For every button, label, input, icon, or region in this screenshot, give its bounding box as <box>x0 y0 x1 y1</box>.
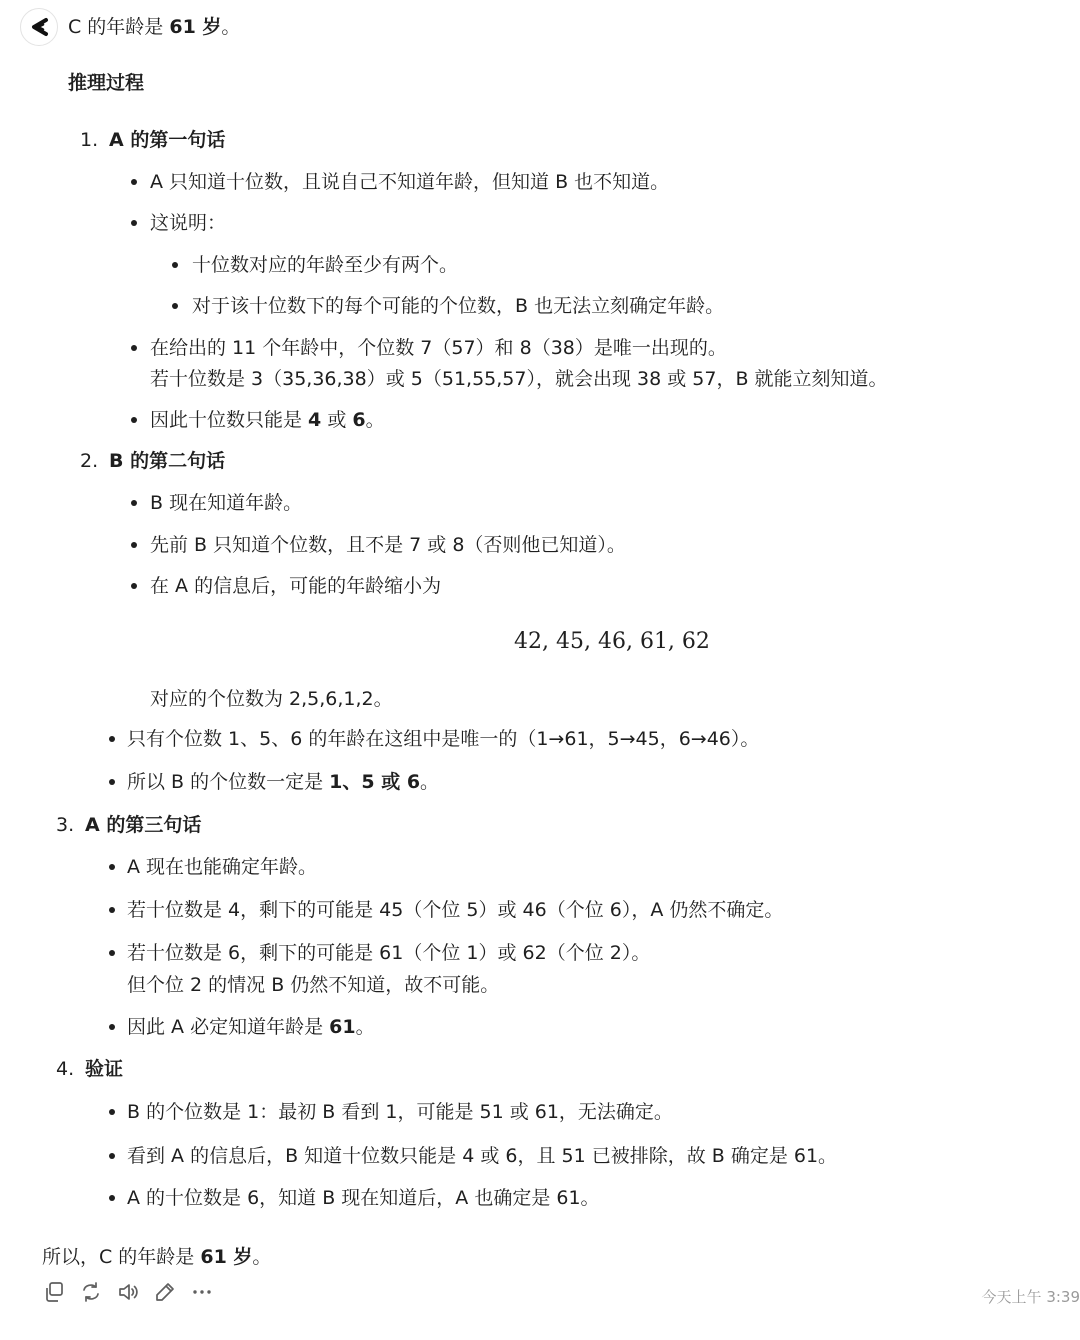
step2-title: B 的第二句话 <box>109 450 226 472</box>
step4-title: 验证 <box>85 1058 124 1080</box>
bullet <box>109 864 115 870</box>
answer-summary-text: C 的年龄是 <box>68 16 170 38</box>
step1-sub-bullet2: 对于该十位数下的每个可能的个位数，B 也无法立刻确定年龄。 <box>192 295 725 317</box>
step1-bullet3-line2: 若十位数是 3（35,36,38）或 5（51,55,57），就会出现 38 或 57，B 就能立刻知道。 <box>150 368 888 390</box>
step1-bullet3-line1: 在给出的 11 个年龄中，个位数 7（57）和 8（38）是唯一出现的。 <box>150 337 727 359</box>
step4-number: 4. <box>56 1058 75 1080</box>
step4-bullet3: A 的十位数是 6，知道 B 现在知道后，A 也确定是 61。 <box>127 1187 600 1209</box>
read-aloud-icon[interactable] <box>116 1280 140 1304</box>
edit-icon[interactable] <box>153 1280 177 1304</box>
bullet <box>109 1153 115 1159</box>
math-expression: 42, 45, 46, 61, 62 <box>514 629 710 654</box>
step2-math-note: 对应的个位数为 2,5,6,1,2。 <box>150 688 393 710</box>
step1-bullet2: 这说明： <box>150 212 227 234</box>
bullet <box>109 779 115 785</box>
bullet <box>172 262 178 268</box>
step2-number: 2. <box>80 450 99 472</box>
step4-bullet2: 看到 A 的信息后，B 知道十位数只能是 4 或 6，且 51 已被排除，故 B 确定是 61。 <box>127 1145 838 1167</box>
bullet <box>131 583 137 589</box>
step3-bullet2: 若十位数是 4，剩下的可能是 45（个位 5）或 46（个位 6），A 仍然不确定。 <box>127 899 784 921</box>
bullet <box>109 736 115 742</box>
section-title: 推理过程 <box>68 72 145 94</box>
bullet <box>131 500 137 506</box>
bullet <box>109 1024 115 1030</box>
bullet <box>109 1195 115 1201</box>
step1-bullet4-bold1: 4 <box>308 409 322 431</box>
step3-title: A 的第三句话 <box>85 814 202 836</box>
bullet <box>131 220 137 226</box>
step2-bullet2: 先前 B 只知道个位数，且不是 7 或 8（否则他已知道）。 <box>150 534 626 556</box>
step2-bullet3: 在 A 的信息后，可能的年龄缩小为 <box>150 575 442 597</box>
step1-sub-bullet1: 十位数对应的年龄至少有两个。 <box>192 254 459 276</box>
step4-bullet1: B 的个位数是 1：最初 B 看到 1，可能是 51 或 61，无法确定。 <box>127 1101 673 1123</box>
step1-number: 1. <box>80 129 99 151</box>
bullet <box>131 179 137 185</box>
step1-bullet4-mid: 或 <box>321 409 353 431</box>
more-icon[interactable] <box>190 1280 214 1304</box>
conclusion-text: 所以，C 的年龄是 <box>42 1246 201 1268</box>
step2-bullet4: 只有个位数 1、5、6 的年龄在这组中是唯一的（1→61，5→45，6→46）。 <box>127 728 760 750</box>
assistant-avatar <box>20 8 58 46</box>
step1-bullet1: A 只知道十位数，且说自己不知道年龄，但知道 B 也不知道。 <box>150 171 670 193</box>
conclusion <box>42 1244 271 1270</box>
step2-bullet5-end: 。 <box>420 771 440 793</box>
step1-bullet4-end: 。 <box>365 409 385 431</box>
step2-bullet5 <box>127 769 439 795</box>
step3-bullet4-text: 因此 A 必定知道年龄是 <box>127 1016 330 1038</box>
step1-bullet4-bold2: 6 <box>352 409 366 431</box>
bullet <box>109 907 115 913</box>
step3-bullet3-line1: 若十位数是 6，剩下的可能是 61（个位 1）或 62（个位 2）。 <box>127 942 651 964</box>
step1-bullet4 <box>150 407 385 433</box>
step2-bullet5-text: 所以 B 的个位数一定是 <box>127 771 330 793</box>
assistant-logo-icon <box>21 9 57 45</box>
step3-bullet1: A 现在也能确定年龄。 <box>127 856 318 878</box>
step3-bullet3-line2: 但个位 2 的情况 B 仍然不知道，故不可能。 <box>127 974 500 996</box>
step2-bullet1: B 现在知道年龄。 <box>150 492 303 514</box>
answer-summary <box>68 14 240 40</box>
conclusion-bold: 61 岁 <box>200 1246 253 1268</box>
timestamp: 今天上午 3:39 <box>981 1288 1080 1306</box>
regenerate-icon[interactable] <box>79 1280 103 1304</box>
step3-bullet4 <box>127 1014 375 1040</box>
answer-summary-bold: 61 岁 <box>169 16 222 38</box>
bullet <box>131 417 137 423</box>
answer-summary-end: 。 <box>221 16 241 38</box>
conclusion-end: 。 <box>252 1246 272 1268</box>
bullet <box>109 1109 115 1115</box>
bullet <box>172 303 178 309</box>
copy-icon[interactable] <box>42 1280 66 1304</box>
step3-number: 3. <box>56 814 75 836</box>
bullet <box>131 542 137 548</box>
step2-bullet5-bold: 1、5 或 6 <box>329 771 421 793</box>
step1-bullet4-text: 因此十位数只能是 <box>150 409 309 431</box>
step1-title: A 的第一句话 <box>109 129 226 151</box>
step3-bullet4-end: 。 <box>355 1016 375 1038</box>
step3-bullet4-bold: 61 <box>329 1016 356 1038</box>
bullet <box>131 345 137 351</box>
bullet <box>109 950 115 956</box>
